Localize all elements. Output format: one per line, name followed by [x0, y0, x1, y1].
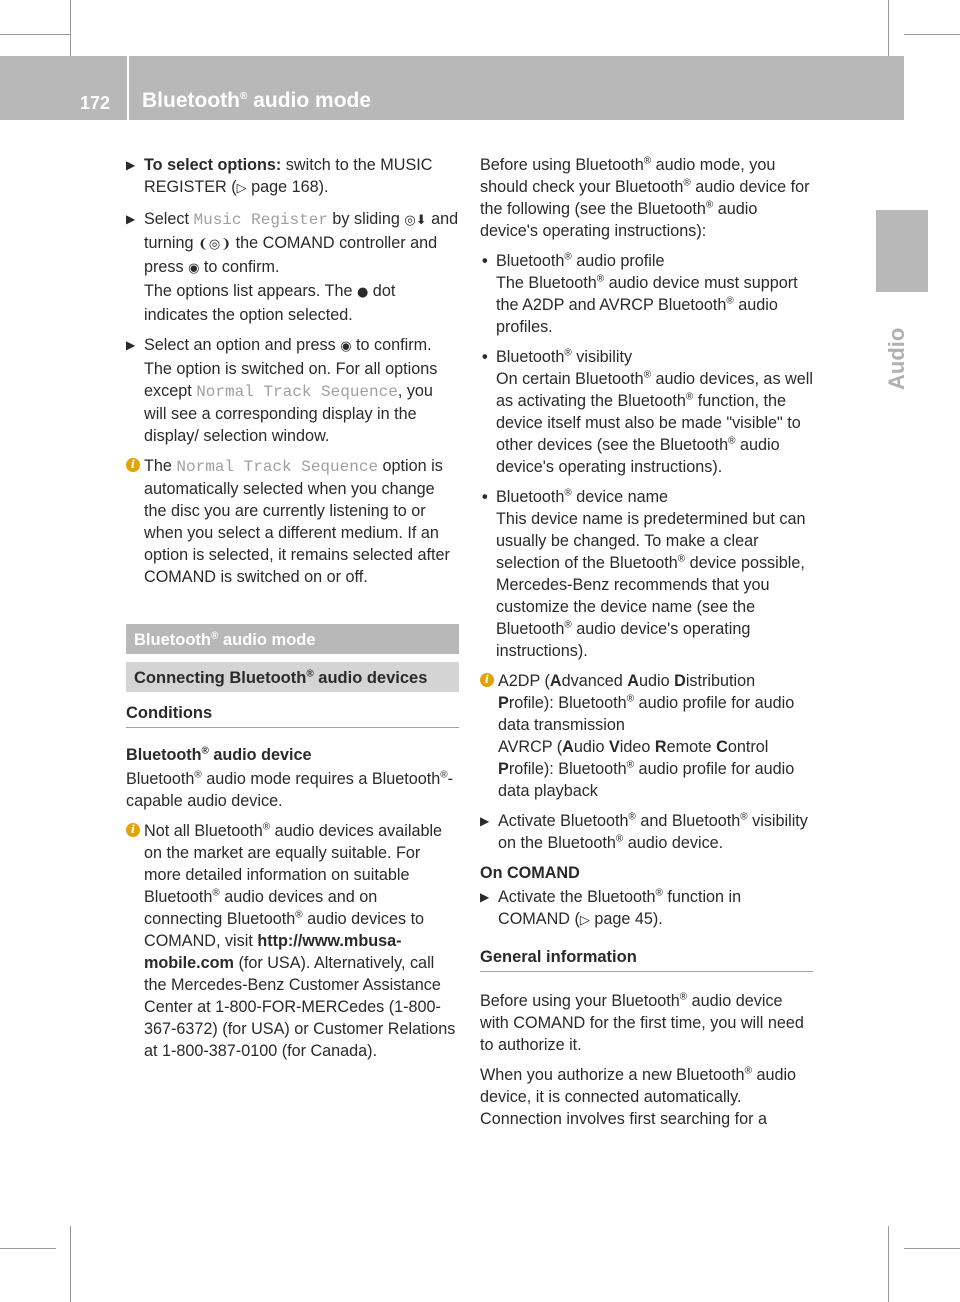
- info-note: i Not all Bluetooth® audio devices available on the market are equally suitable. For more detailed information on suitable Bluetooth® audio devices and on connecting Bluetooth® audio devices to COMAND, visit http://www.mbusa-mobile.com (for USA). Alternatively, call the Mercedes-Benz Customer Assistance Center at 1-800-FOR-MERCedes (1-800-367-6372) (for USA) or Customer Relations at 1-800-387-0100 (for Canada).: [126, 820, 459, 1062]
- crop-mark: [888, 0, 889, 56]
- list-item: • Bluetooth® device name This device name is predetermined but can usually be changed. To make a clear selection of the Bluetooth® device possible, Mercedes-Benz recommends that you customize the device name (see the Bluetooth® audio device's operating instructions).: [482, 487, 806, 660]
- page-ref-icon: ▷: [236, 181, 247, 196]
- step-arrow-icon: ▶: [480, 814, 490, 828]
- section-label: Audio: [884, 327, 909, 390]
- paragraph: When you authorize a new Bluetooth® audio device, it is connected automatically. Connection involves first searching for a: [480, 1065, 797, 1128]
- website-link[interactable]: http://www.mbusa-mobile.com: [144, 932, 402, 972]
- crop-mark: [0, 1248, 56, 1249]
- info-icon: i: [480, 673, 494, 687]
- controller-turn-icon: ❨◎❩: [198, 237, 232, 252]
- info-note: i A2DP (Advanced Audio Distribution Profile): Bluetooth® audio profile for audio data transmission AVRCP (Audio Video Remote Control Profile): Bluetooth® audio profile for audio data playback: [480, 670, 813, 802]
- instruction-step: ▶ Select an option and press ◉ to confirm. The option is switched on. For all options except Normal Track Sequence, you will see a corresponding display in the display/ selection window.: [126, 336, 438, 445]
- conditions-heading: Conditions: [126, 702, 459, 728]
- bullet-icon: •: [482, 348, 488, 366]
- paragraph: Before using Bluetooth® audio mode, you should check your Bluetooth® audio device for the following (see the Bluetooth® audio device's operating instructions):: [480, 155, 810, 240]
- bullet-icon: •: [482, 252, 488, 270]
- page-header: [0, 56, 904, 120]
- paragraph: Bluetooth® audio mode requires a Bluetooth®-capable audio device.: [126, 769, 454, 810]
- right-column: [480, 154, 813, 1138]
- controller-press-icon: ◉: [340, 339, 352, 354]
- general-information-heading: General information: [480, 946, 813, 972]
- left-column: [126, 154, 459, 1070]
- info-note: i The Normal Track Sequence option is automatically selected when you change the disc you are currently listening to or when you select a different medium. If an option is selected, it remains selected after COMAND is switched on or off.: [126, 455, 459, 588]
- info-icon: i: [126, 458, 140, 472]
- bullet-icon: •: [482, 488, 488, 506]
- controller-press-icon: ◉: [188, 261, 200, 276]
- device-heading: Bluetooth® audio device: [126, 745, 312, 764]
- step-arrow-icon: ▶: [126, 158, 136, 172]
- page-ref-icon: ▷: [579, 913, 590, 928]
- selected-dot-icon: ●: [356, 285, 369, 300]
- crop-mark: [0, 34, 70, 35]
- instruction-step: ▶ To select options: switch to the MUSIC REGISTER (▷ page 168).: [126, 156, 433, 196]
- section-tab: [876, 210, 928, 292]
- instruction-step: ▶ Activate the Bluetooth® function in COMAND (▷ page 45).: [480, 887, 742, 928]
- list-item: • Bluetooth® visibility On certain Bluetooth® audio devices, as well as activating the Bluetooth® function, the device itself must also be made "visible" to other devices (see the Bluetooth® audio device's operating instructions).: [482, 347, 813, 476]
- crop-mark: [904, 1248, 960, 1249]
- instruction-step: ▶ Select Music Register by sliding ◎⬇ and turning ❨◎❩ the COMAND controller and press ◉ to confirm. The options list appears. The ● dot indicates the option selected.: [126, 210, 459, 324]
- menu-item-ref: Normal Track Sequence: [196, 383, 398, 401]
- crop-mark: [904, 34, 960, 35]
- instruction-step: ▶ Activate Bluetooth® and Bluetooth® visibility on the Bluetooth® audio device.: [480, 811, 808, 852]
- subsection-heading: Connecting Bluetooth® audio devices: [126, 662, 459, 692]
- page-number: 172: [80, 93, 111, 113]
- crop-mark: [888, 1226, 889, 1302]
- controller-slide-icon: ◎⬇: [404, 213, 427, 228]
- step-arrow-icon: ▶: [126, 338, 136, 352]
- paragraph: Before using your Bluetooth® audio device with COMAND for the first time, you will need to authorize it.: [480, 991, 804, 1054]
- list-item: • Bluetooth® audio profile The Bluetooth® audio device must support the A2DP and AVRCP Bluetooth® audio profiles.: [482, 251, 798, 336]
- on-comand-heading: On COMAND: [480, 864, 580, 882]
- step-arrow-icon: ▶: [126, 212, 136, 226]
- header-divider: [127, 56, 129, 120]
- menu-item-ref: Music Register: [193, 211, 328, 229]
- info-icon: i: [126, 823, 140, 837]
- page-title: Bluetooth® audio mode: [142, 89, 372, 112]
- crop-mark: [70, 1226, 71, 1302]
- crop-mark: [70, 0, 71, 56]
- step-arrow-icon: ▶: [480, 890, 490, 904]
- menu-item-ref: Normal Track Sequence: [176, 458, 379, 476]
- section-heading: Bluetooth® audio mode: [126, 624, 459, 654]
